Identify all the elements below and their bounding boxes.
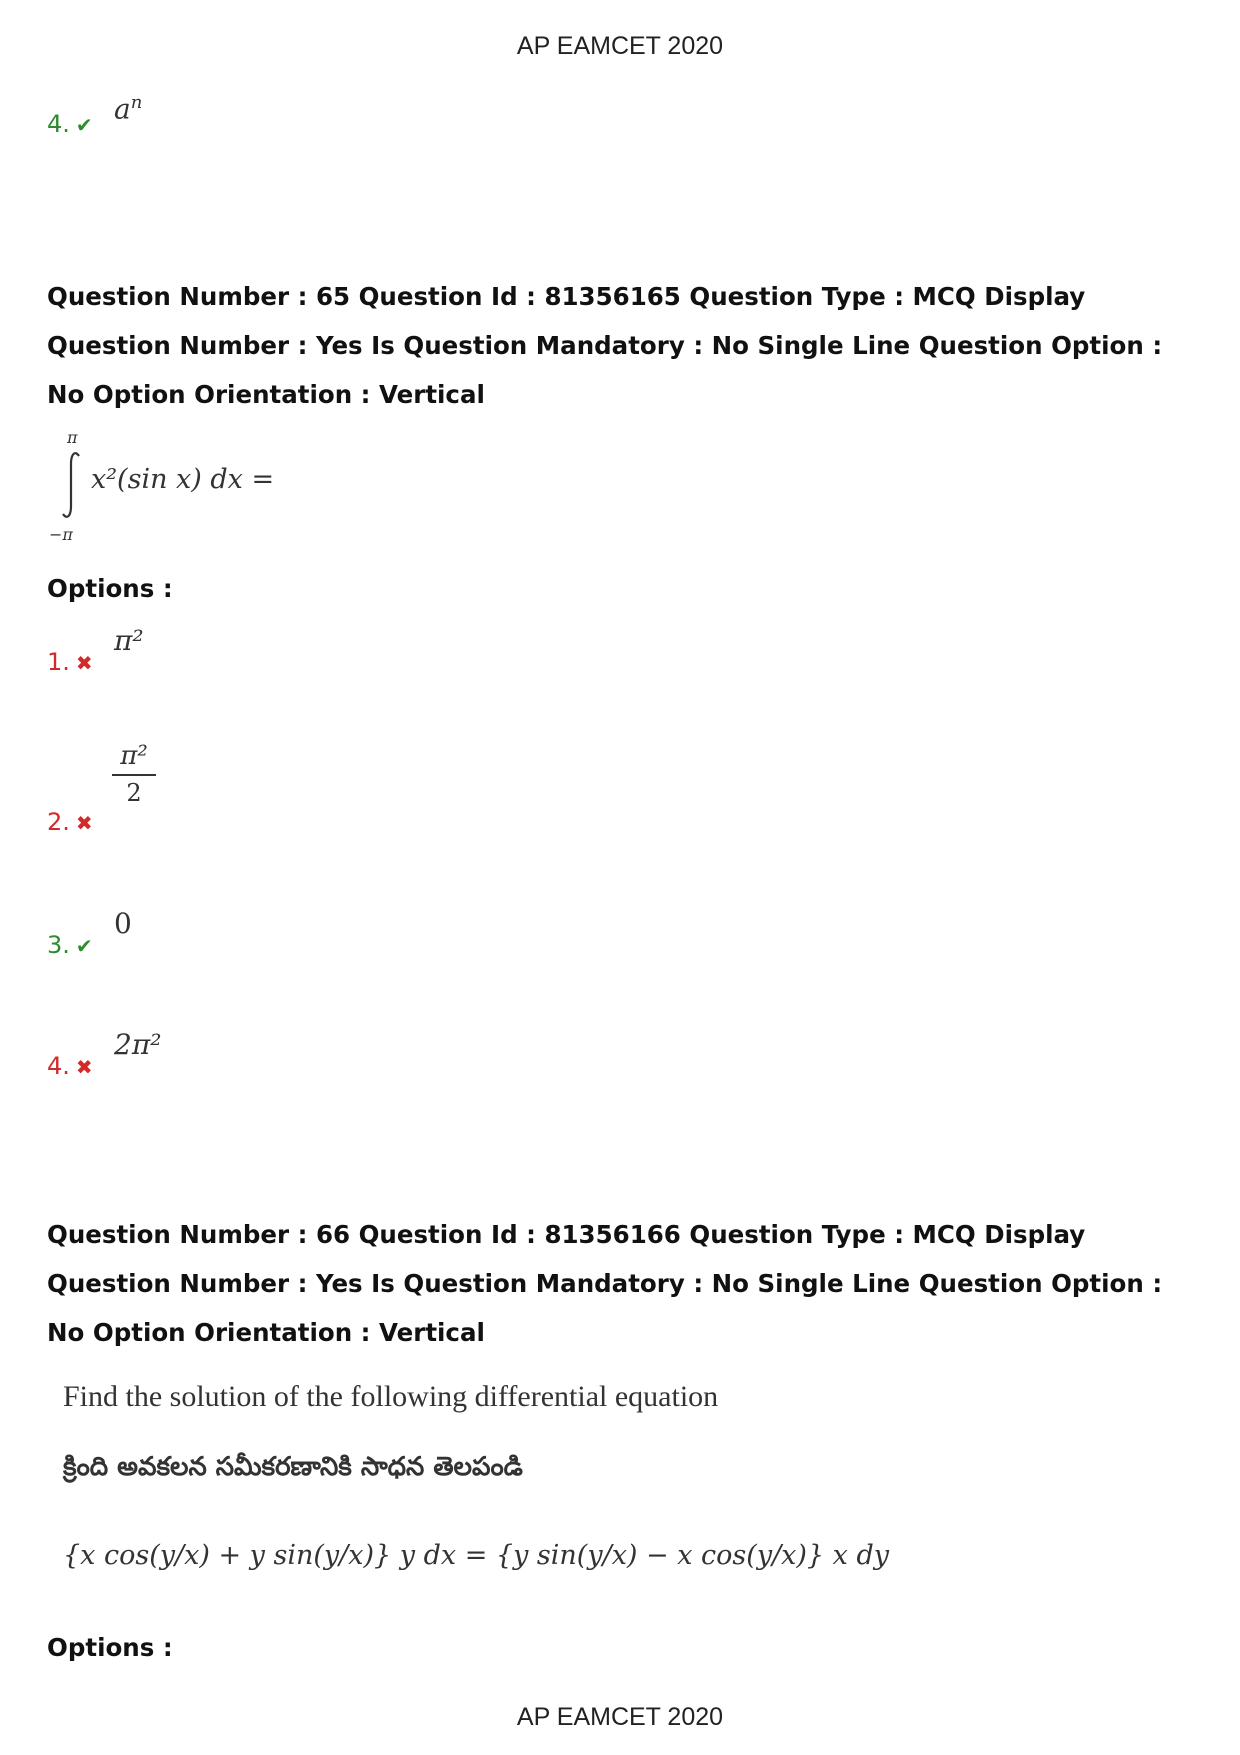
- option-number: 4.: [47, 1052, 70, 1080]
- fraction-numerator: π²: [120, 741, 148, 771]
- q65-option-4[interactable]: [47, 1052, 93, 1080]
- q65-option-1-expr: π²: [114, 624, 144, 657]
- option-number: 4.: [47, 110, 70, 138]
- page-header: AP EAMCET 2020: [516, 32, 724, 60]
- integral-lower-limit: −π: [49, 525, 73, 544]
- q65-option-3[interactable]: [47, 931, 93, 959]
- q65-option-1[interactable]: [47, 648, 93, 676]
- option-number: 3.: [47, 931, 70, 959]
- q65-meta: Question Number : 65 Question Id : 81356165 Question Type : MCQ Display Question Number : Yes Is Question Mandatory : No Single Line Question Option : No Option Orientation : Vertical: [47, 282, 1163, 409]
- fraction-denominator: 2: [126, 779, 142, 807]
- q65-option-2[interactable]: [47, 808, 93, 836]
- fraction-bar: [112, 774, 156, 776]
- q66-equation: {x cos(y/x) + y sin(y/x)} y dx = {y sin(y/x) − x cos(y/x)} x dy: [63, 1540, 890, 1571]
- q66-options-label: Options :: [47, 1633, 173, 1662]
- cross-icon: ✖: [75, 811, 93, 835]
- option-number: 2.: [47, 808, 70, 836]
- q66-text-english: Find the solution of the following differential equation: [63, 1380, 719, 1413]
- q65-option-4-expr: 2π²: [114, 1028, 162, 1061]
- q65-integral: [47, 428, 327, 548]
- expr-base: a: [114, 92, 131, 126]
- q65-option-2-expr: [112, 740, 156, 808]
- check-icon: ✔: [75, 934, 93, 958]
- prev-option-4-expr: [114, 92, 142, 125]
- q66-meta: Question Number : 66 Question Id : 81356166 Question Type : MCQ Display Question Number : Yes Is Question Mandatory : No Single Line Question Option : No Option Orientation : Vertical: [47, 1220, 1163, 1347]
- cross-icon: ✖: [75, 1055, 93, 1079]
- cross-icon: ✖: [75, 651, 93, 675]
- integrand: x²(sin x) dx =: [91, 464, 275, 495]
- integral-sign-icon: [59, 450, 83, 520]
- q65-option-3-expr: 0: [114, 907, 132, 940]
- q65-options-label: Options :: [47, 574, 173, 603]
- expr-exponent: n: [130, 92, 143, 113]
- option-number: 1.: [47, 648, 70, 676]
- prev-option-4: [47, 110, 93, 138]
- integral-upper-limit: π: [67, 428, 78, 447]
- check-icon: ✔: [75, 113, 93, 137]
- q66-text-telugu: క్రింది అవకలన సమీకరణానికి సాధన తెలపండి: [63, 1452, 523, 1482]
- page-footer: AP EAMCET 2020: [516, 1703, 724, 1731]
